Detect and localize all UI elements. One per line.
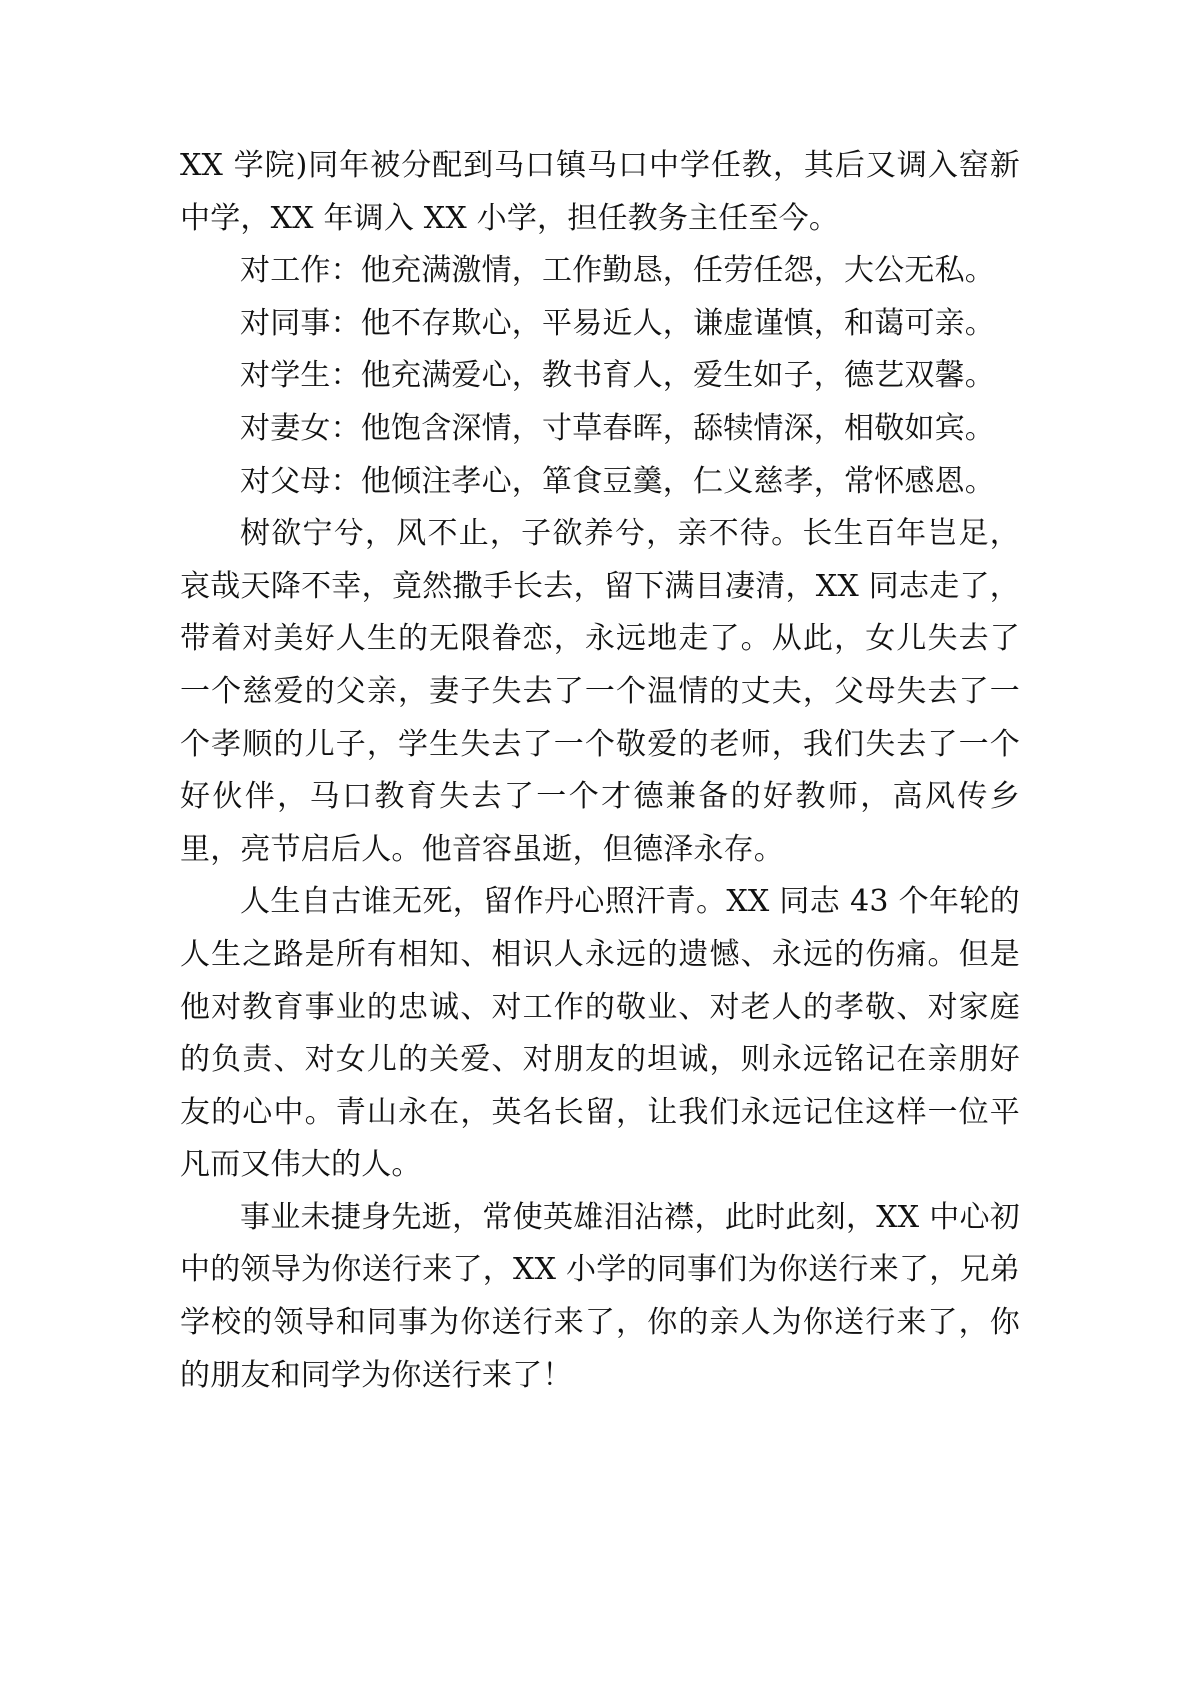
paragraph-6: 对父母：他倾注孝心，箪食豆羹，仁义慈孝，常怀感恩。: [240, 463, 995, 499]
paragraph-8: 人生自古谁无死，留作丹心照汗青。XX 同志 43 个年轮的人生之路是所有相知、相识人永远的遗憾、永远的伤痛。但是他对教育事业的忠诚、对工作的敬业、对老人的孝敬、对家庭的负责、对女儿的关爱、对朋友的坦诚，则永远铭记在亲朋好友的心中。青山永在，英名长留，让我们永远记住这样一位平凡而又伟大的人。: [180, 884, 1020, 1183]
paragraph-7: 树欲宁兮，风不止，子欲养兮，亲不待。长生百年岂足，哀哉天降不幸，竟然撒手长去，留下满目凄清，XX 同志走了，带着对美好人生的无限眷恋，永远地走了。从此，女儿失去了一个慈爱的父亲，妻子失去了一个温情的丈夫，父母失去了一个孝顺的儿子，学生失去了一个敬爱的老师，我们失去了一个好伙伴，马口教育失去了一个才德兼备的好教师，高风传乡里，亮节启后人。他音容虽逝，但德泽永存。: [180, 516, 1020, 867]
paragraph-2: 对工作：他充满激情，工作勤恳，任劳任怨，大公无私。: [240, 253, 995, 289]
paragraph-3: 对同事：他不存欺心，平易近人，谦虚谨慎，和蔼可亲。: [240, 305, 995, 341]
paragraph-5: 对妻女：他饱含深情，寸草春晖，舔犊情深，相敬如宾。: [240, 410, 995, 446]
body-text: [180, 140, 1020, 1402]
paragraph-1: XX 学院)同年被分配到马口镇马口中学任教，其后又调入窑新中学，XX 年调入 XX 小学，担任教务主任至今。: [180, 148, 1020, 236]
paragraph-4: 对学生：他充满爱心，教书育人，爱生如子，德艺双馨。: [240, 358, 995, 394]
paragraph-9: 事业未捷身先逝，常使英雄泪沾襟，此时此刻，XX 中心初中的领导为你送行来了，XX 小学的同事们为你送行来了，兄弟学校的领导和同事为你送行来了，你的亲人为你送行来了，你的朋友和同学为你送行来了！: [180, 1199, 1020, 1393]
